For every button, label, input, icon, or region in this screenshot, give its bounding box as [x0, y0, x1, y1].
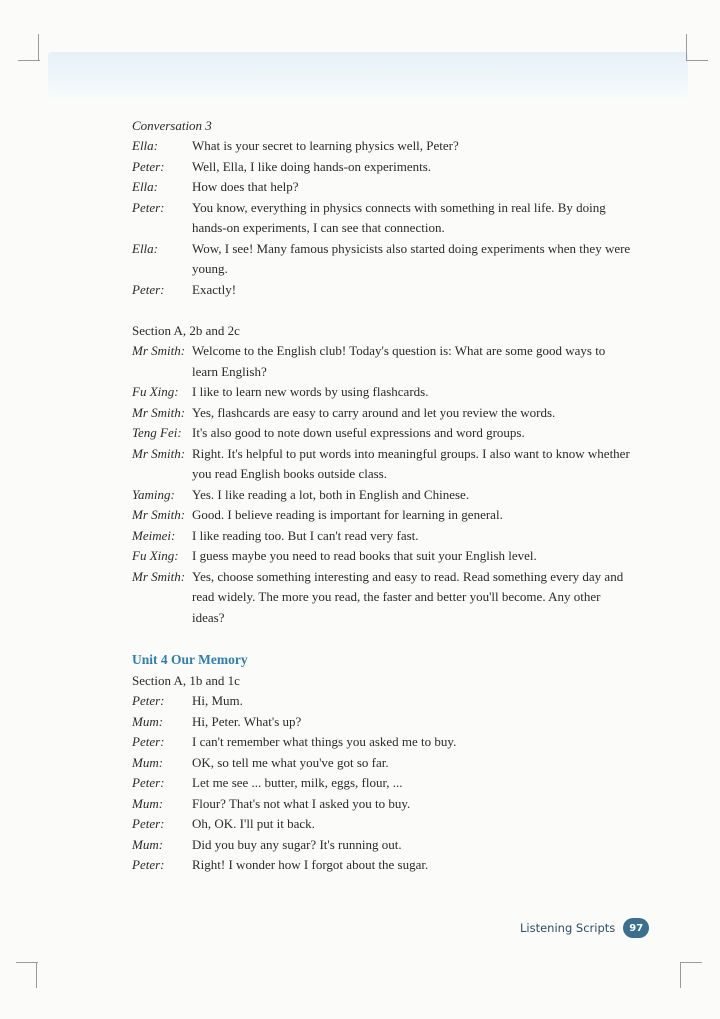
speech: Hi, Peter. What's up?	[192, 713, 302, 729]
speaker: Peter:	[132, 281, 165, 297]
speaker: Mr Smith:	[132, 404, 186, 420]
speech: I like to learn new words by using flashcards.	[192, 384, 429, 399]
speech: Right! I wonder how I forgot about the sugar.	[192, 857, 429, 872]
dialogue-line	[132, 835, 632, 856]
dialogue-line	[132, 423, 632, 444]
dialogue-line	[132, 341, 632, 382]
speaker: Peter:	[132, 158, 165, 174]
section-a-2b-2c	[132, 321, 632, 628]
script-content	[132, 112, 632, 876]
speech: OK, so tell me what you've got so far.	[192, 754, 389, 770]
header-band	[48, 52, 688, 98]
crop-mark-bottom-left	[16, 962, 38, 963]
speaker: Peter:	[132, 857, 165, 872]
speech: I guess maybe you need to read books that suit your English level.	[192, 548, 537, 563]
unit-title: Unit 4 Our Memory	[132, 652, 248, 667]
speech: Exactly!	[192, 281, 237, 297]
speaker: Ella:	[132, 179, 158, 194]
speaker: Mr Smith:	[132, 343, 186, 358]
speaker: Peter:	[132, 734, 165, 749]
speaker: Fu Xing:	[132, 384, 179, 399]
crop-mark-top-right	[686, 60, 708, 61]
dialogue-line	[132, 239, 632, 280]
speaker: Mum:	[132, 836, 164, 852]
speaker: Yaming:	[132, 486, 175, 502]
crop-mark-top-left	[18, 60, 40, 61]
crop-mark-bottom-right	[680, 962, 702, 963]
page-footer	[520, 918, 649, 938]
dialogue-line	[132, 814, 632, 835]
spacer	[132, 628, 632, 649]
footer-label: Listening Scripts	[520, 921, 616, 935]
dialogue-line	[132, 526, 632, 547]
speech: Did you buy any sugar? It's running out.	[192, 836, 402, 852]
crop-mark-top-right-v	[686, 34, 687, 60]
speaker: Peter:	[132, 775, 165, 790]
dialogue-line	[132, 773, 632, 794]
section-title: Section A, 2b and 2c	[132, 323, 240, 338]
speaker: Mr Smith:	[132, 445, 186, 461]
speech: Good. I believe reading is important for learning in general.	[192, 507, 503, 522]
dialogue-line	[132, 198, 632, 239]
dialogue-line	[132, 794, 632, 815]
crop-mark-bottom-left-v	[36, 962, 37, 988]
dialogue-line	[132, 732, 632, 753]
dialogue-line	[132, 855, 632, 876]
speech: Yes, flashcards are easy to carry around and let you review the words.	[192, 404, 556, 420]
dialogue-line	[132, 691, 632, 712]
speech: What is your secret to learning physics well, Peter?	[192, 138, 459, 153]
dialogue-line	[132, 177, 632, 198]
speech: Wow, I see! Many famous physicists also started doing experiments when they were young.	[192, 240, 631, 276]
unit-4-section	[132, 649, 632, 876]
dialogue-line	[132, 157, 632, 178]
conversation-3	[132, 116, 632, 300]
speech: Right. It's helpful to put words into meaningful groups. I also want to know whether you read English books outside class.	[192, 445, 630, 481]
speech: I like reading too. But I can't read very fast.	[192, 527, 419, 543]
speech: Oh, OK. I'll put it back.	[192, 816, 315, 831]
speech: I can't remember what things you asked me to buy.	[192, 734, 457, 749]
speaker: Peter:	[132, 693, 165, 708]
speech: How does that help?	[192, 179, 299, 194]
speaker: Peter:	[132, 199, 165, 215]
speech: Flour? That's not what I asked you to buy.	[192, 795, 411, 811]
section-title: Section A, 1b and 1c	[132, 673, 240, 688]
speaker: Mum:	[132, 713, 164, 729]
speech: Hi, Mum.	[192, 693, 243, 708]
spacer	[132, 300, 632, 321]
speaker: Ella:	[132, 240, 158, 256]
speaker: Meimei:	[132, 527, 176, 543]
speech: Yes, choose something interesting and easy to read. Read something every day and read widely. The more you read, the faster and better you'll become. Any other ideas?	[192, 568, 624, 625]
speech: Welcome to the English club! Today's question is: What are some good ways to learn English?	[192, 343, 606, 379]
speaker: Mum:	[132, 754, 164, 770]
speaker: Mr Smith:	[132, 507, 186, 522]
dialogue-line	[132, 403, 632, 424]
dialogue-line	[132, 280, 632, 301]
dialogue-line	[132, 382, 632, 403]
speaker: Fu Xing:	[132, 548, 179, 563]
section-title: Conversation 3	[132, 118, 212, 133]
dialogue-line	[132, 136, 632, 157]
speech: You know, everything in physics connects with something in real life. By doing hands-on experiments, I can see that connection.	[192, 199, 606, 235]
crop-mark-top-left-v	[38, 34, 39, 60]
speaker: Peter:	[132, 816, 165, 831]
dialogue-line	[132, 712, 632, 733]
speech: It's also good to note down useful expressions and word groups.	[192, 425, 525, 440]
dialogue-line	[132, 485, 632, 506]
crop-mark-bottom-right-v	[680, 962, 681, 988]
page-number-badge: 97	[623, 918, 649, 938]
dialogue-line	[132, 567, 632, 629]
speaker: Ella:	[132, 138, 158, 153]
speaker: Teng Fei:	[132, 425, 182, 440]
speaker: Mr Smith:	[132, 568, 186, 584]
dialogue-line	[132, 505, 632, 526]
speech: Let me see ... butter, milk, eggs, flour, ...	[192, 775, 403, 790]
speech: Well, Ella, I like doing hands-on experiments.	[192, 158, 432, 174]
dialogue-line	[132, 753, 632, 774]
speaker: Mum:	[132, 795, 164, 811]
dialogue-line	[132, 546, 632, 567]
dialogue-line	[132, 444, 632, 485]
speech: Yes. I like reading a lot, both in English and Chinese.	[192, 486, 470, 502]
